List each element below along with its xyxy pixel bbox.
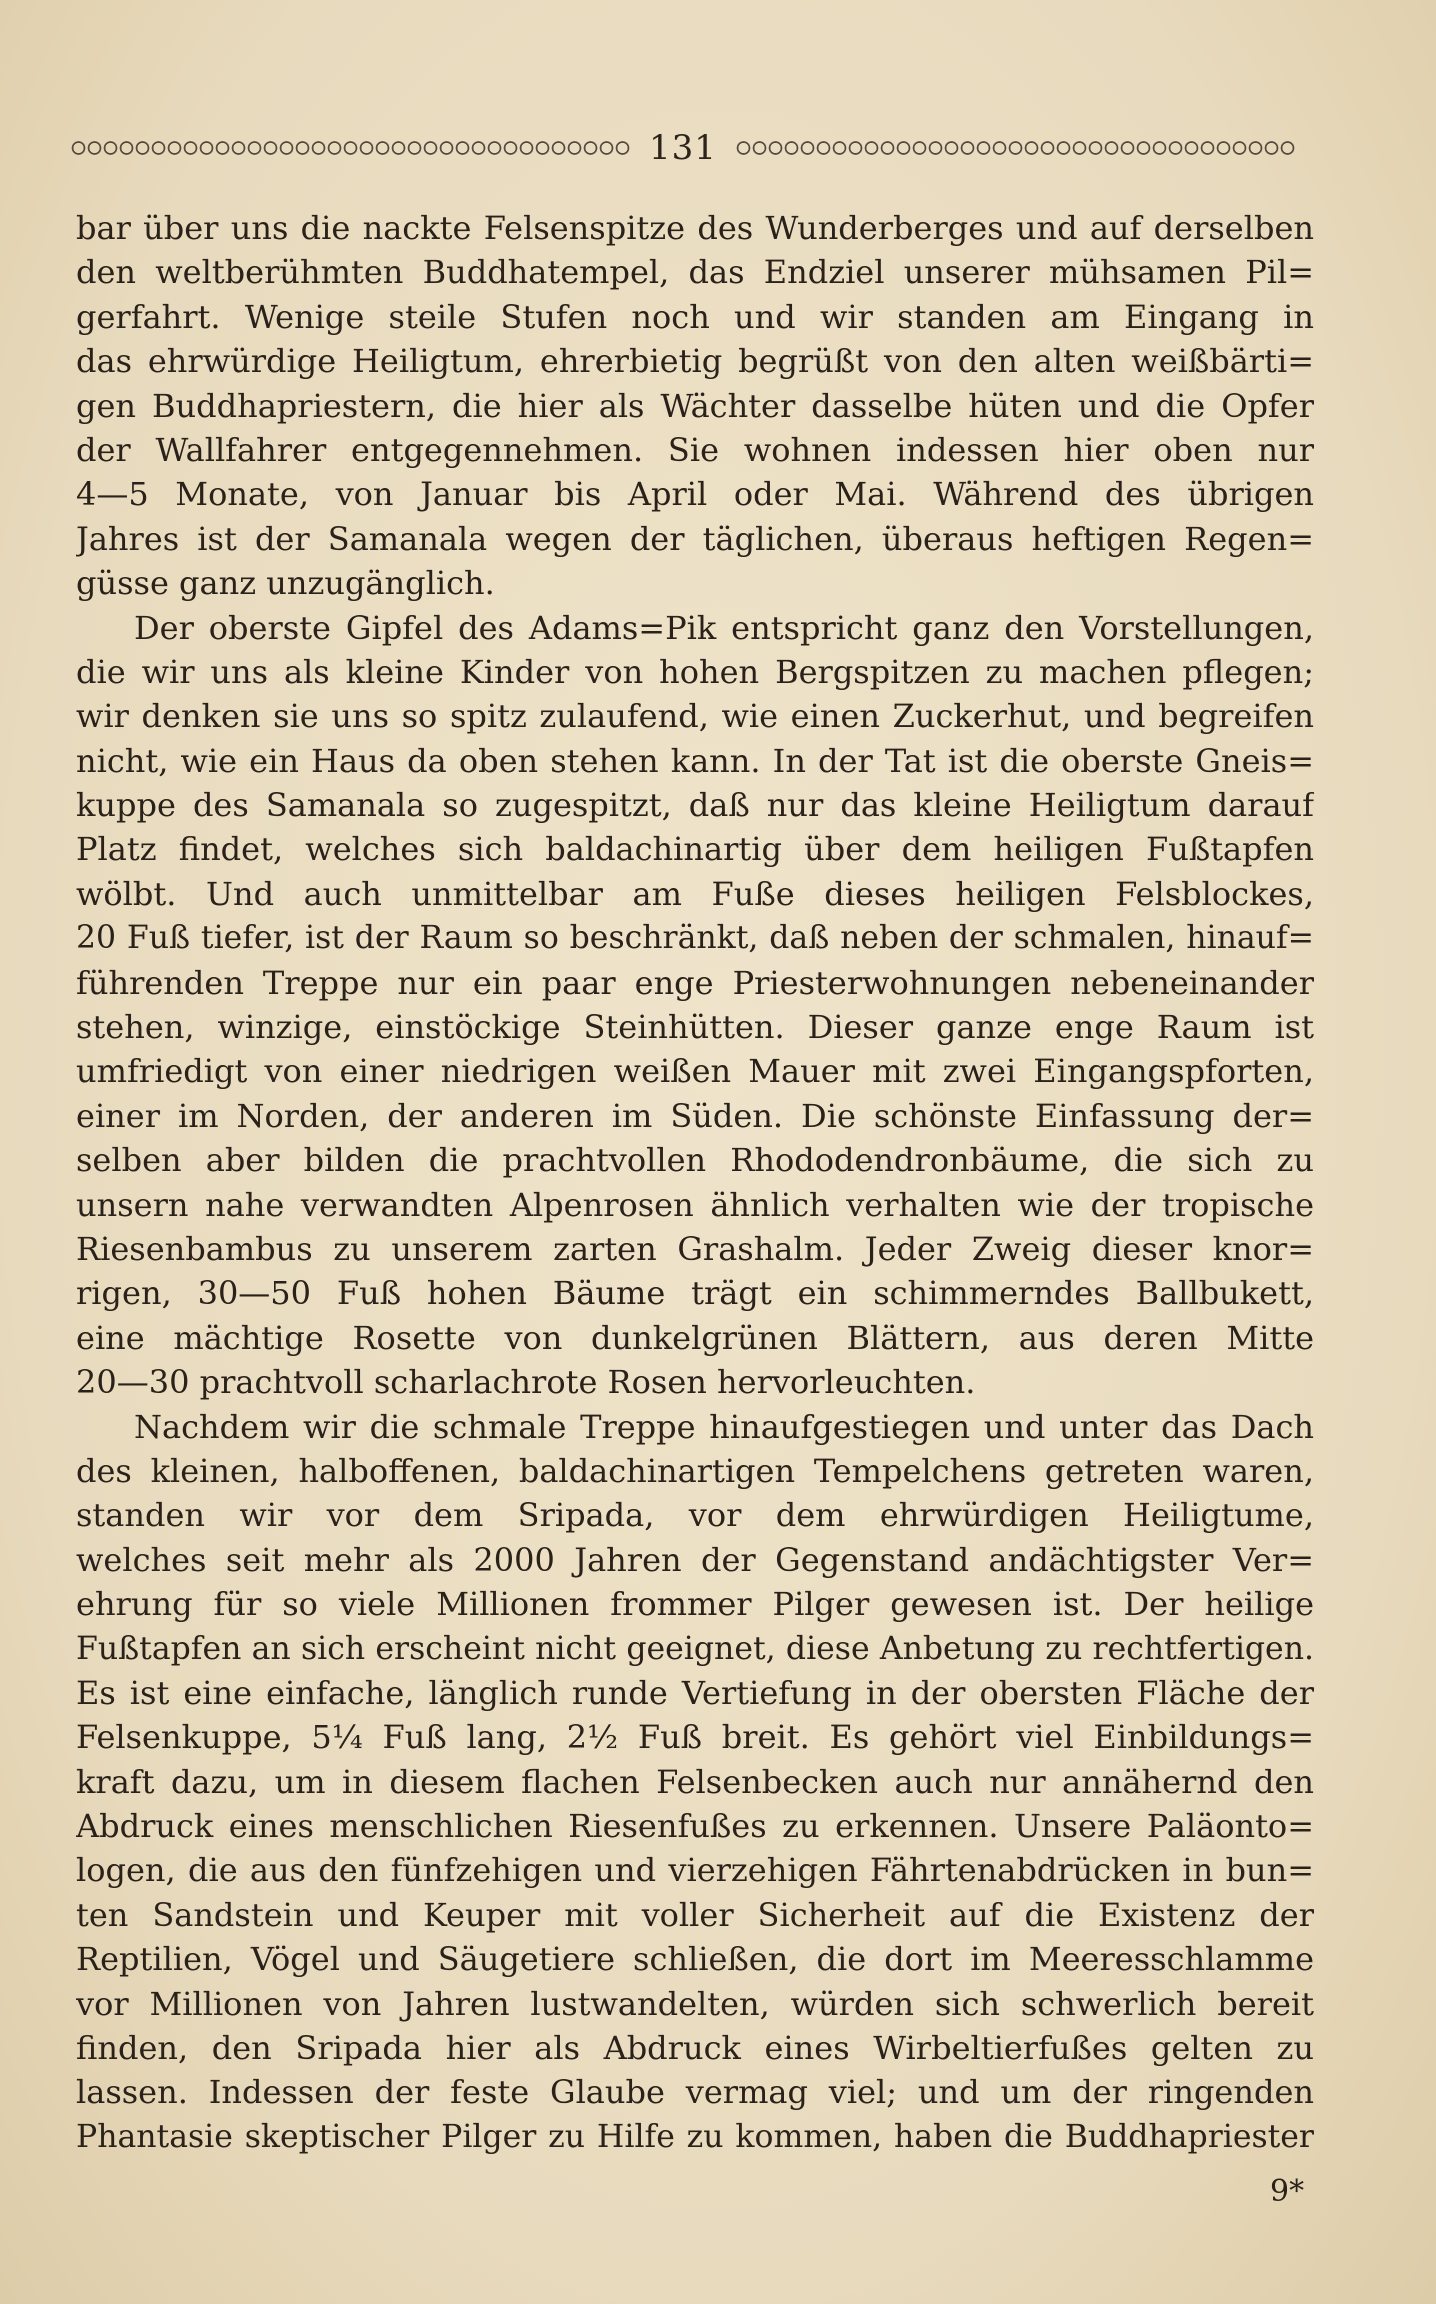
text-line: standen wir vor dem Sripada, vor dem ehrwürdigen Heiligtume, [76,1496,1314,1535]
text-line: nicht, wie ein Haus da oben stehen kann. In der Tat ist die oberste Gneis= [76,741,1314,780]
text-line: Platz findet, welches sich baldachinartig über dem heiligen Fußtapfen [76,830,1314,869]
text-line: unsern nahe verwandten Alpenrosen ähnlich verhalten wie der tropische [76,1185,1314,1224]
text-line: Riesenbambus zu unserem zarten Grashalm. Jeder Zweig dieser knor= [76,1229,1314,1268]
body-text [76,206,1314,2159]
text-line: Phantasie skeptischer Pilger zu Hilfe zu kommen, haben die Buddhapriester [76,2118,1314,2155]
text-line: die wir uns als kleine Kinder von hohen Bergspitzen zu machen pflegen; [76,652,1314,691]
text-line: umfriedigt von einer niedrigen weißen Mauer mit zwei Eingangspforten, [76,1052,1314,1091]
text-line: 20—30 prachtvoll scharlachrote Rosen hervorleuchten. [76,1363,976,1402]
text-line: welches seit mehr als 2000 Jahren der Gegenstand andächtigster Ver= [76,1540,1314,1579]
text-line: finden, den Sripada hier als Abdruck eines Wirbeltierfußes gelten zu [76,2029,1314,2068]
text-line: wir denken sie uns so spitz zulaufend, wie einen Zuckerhut, und begreifen [76,697,1314,736]
signature-mark: 9* [1270,2174,1305,2209]
text-line: der Wallfahrer entgegennehmen. Sie wohnen indessen hier oben nur [76,430,1314,469]
text-line: wölbt. Und auch unmittelbar am Fuße dieses heiligen Felsblockes, [76,874,1314,913]
text-line: Reptilien, Vögel und Säugetiere schließen, die dort im Meeresschlamme [76,1940,1314,1979]
text-line: bar über uns die nackte Felsenspitze des Wunderberges und auf derselben [76,209,1314,247]
text-line: gen Buddhapriestern, die hier als Wächter dasselbe hüten und die Opfer [76,386,1314,425]
text-line: kraft dazu, um in diesem flachen Felsenbecken auch nur annähernd den [76,1762,1314,1801]
text-line: 20 Fuß tiefer, ist der Raum so beschränkt, daß neben der schmalen, hinauf= [76,920,1314,957]
text-line: Abdruck eines menschlichen Riesenfußes zu erkennen. Unsere Paläonto= [76,1807,1314,1846]
text-line: Nachdem wir die schmale Treppe hinaufgestiegen und unter das Dach [134,1407,1314,1446]
text-line: lassen. Indessen der feste Glaube vermag viel; und um der ringenden [76,2073,1314,2112]
text-line: kuppe des Samanala so zugespitzt, daß nur das kleine Heiligtum darauf [76,786,1314,825]
paragraph-3 [76,1405,1314,2160]
page-number: 131 [649,128,717,168]
text-line: das ehrwürdige Heiligtum, ehrerbietig begrüßt von den alten weißbärti= [76,342,1314,381]
text-line: ten Sandstein und Keuper mit voller Sicherheit auf die Existenz der [76,1895,1314,1934]
text-line: Der oberste Gipfel des Adams=Pik entspricht ganz den Vorstellungen, [134,608,1314,647]
text-line: güsse ganz unzugänglich. [76,564,495,603]
paragraph-2 [76,606,1314,1405]
text-line: stehen, winzige, einstöckige Steinhütten. Dieser ganze enge Raum ist [76,1008,1314,1047]
right-ornament-band [735,137,1296,159]
text-line: selben aber bilden die prachtvollen Rhododendronbäume, die sich zu [76,1141,1314,1180]
text-line: ehrung für so viele Millionen frommer Pilger gewesen ist. Der heilige [76,1585,1314,1624]
text-line: einer im Norden, der anderen im Süden. Die schönste Einfassung der= [76,1096,1314,1135]
text-line: gerfahrt. Wenige steile Stufen noch und wir standen am Eingang in [76,297,1314,336]
text-line: Jahres ist der Samanala wegen der täglichen, überaus heftigen Regen= [76,519,1314,558]
text-line: eine mächtige Rosette von dunkelgrünen Blättern, aus deren Mitte [76,1318,1314,1357]
text-line: Felsenkuppe, 5¼ Fuß lang, 2½ Fuß breit. Es gehört viel Einbildungs= [76,1718,1314,1757]
text-line: Fußtapfen an sich erscheint nicht geeignet, diese Anbetung zu rechtfertigen. [76,1630,1314,1667]
text-line: Es ist eine einfache, länglich runde Vertiefung in der obersten Fläche der [76,1673,1314,1712]
text-line: des kleinen, halboffenen, baldachinartigen Tempelchens getreten waren, [76,1451,1314,1490]
text-line: rigen, 30—50 Fuß hohen Bäume trägt ein schimmerndes Ballbukett, [76,1274,1314,1313]
text-line: führenden Treppe nur ein paar enge Priesterwohnungen nebeneinander [76,963,1314,1002]
text-line: 4—5 Monate, von Januar bis April oder Mai. Während des übrigen [76,475,1314,514]
paragraph-1 [76,206,1314,606]
left-ornament-band [70,137,631,159]
text-line: den weltberühmten Buddhatempel, das Endziel unserer mühsamen Pil= [76,253,1314,292]
page-header [70,118,1296,178]
text-line: logen, die aus den fünfzehigen und vierzehigen Fährtenabdrücken in bun= [76,1851,1314,1890]
text-line: vor Millionen von Jahren lustwandelten, würden sich schwerlich bereit [76,1984,1314,2023]
